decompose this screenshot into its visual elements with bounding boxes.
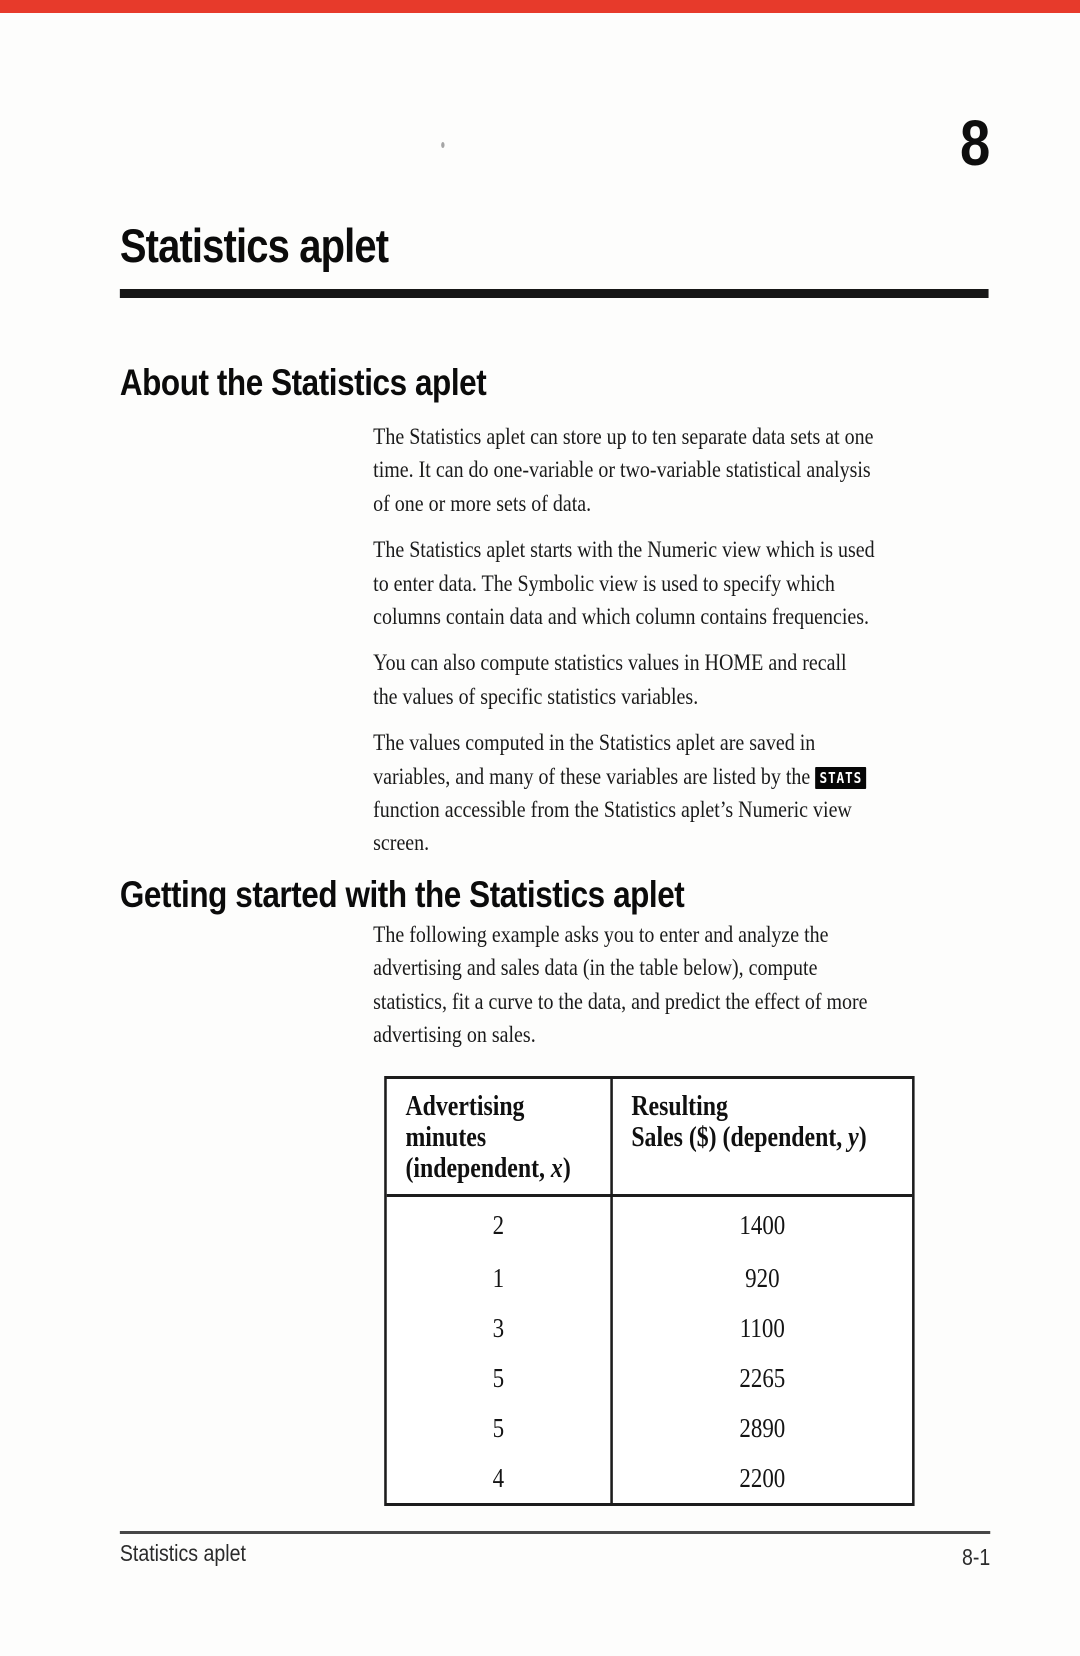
- header-line: [631, 1122, 907, 1153]
- text-line: [373, 761, 875, 794]
- text-line: time. It can do one-variable or two-variable statistical analysis: [373, 457, 871, 484]
- paragraph: [373, 421, 875, 521]
- table-row: [387, 1303, 912, 1353]
- header-line: [405, 1153, 605, 1184]
- cell-advertising-minutes: 2: [387, 1197, 613, 1253]
- getting-started-section-body: [373, 919, 867, 1066]
- cell-sales: 1400: [739, 1209, 786, 1240]
- text-run: ): [562, 1153, 571, 1184]
- chapter-number: 8: [959, 107, 991, 179]
- header-line: Advertising minutes: [405, 1091, 525, 1153]
- table-header-row: [387, 1079, 912, 1197]
- header-line: Resulting: [631, 1091, 728, 1122]
- text-line: of one or more sets of data.: [373, 490, 592, 517]
- independent-variable-symbol: x: [550, 1153, 563, 1184]
- chapter-rule: [120, 289, 989, 298]
- text-line: advertising and sales data (in the table below), compute: [373, 955, 818, 982]
- text-line: The Statistics aplet can store up to ten separate data sets at one: [373, 424, 874, 450]
- table-row: [387, 1197, 912, 1253]
- header-cell-advertising-minutes: [387, 1079, 613, 1194]
- text-line: columns contain data and which column contains frequencies.: [373, 604, 870, 631]
- table-row: [387, 1453, 912, 1503]
- text-run: Sales ($) (dependent,: [631, 1122, 849, 1153]
- section-heading-about: About the Statistics aplet: [119, 362, 487, 403]
- paragraph: [373, 919, 867, 1053]
- cell-advertising-minutes: 5: [387, 1403, 613, 1453]
- text-run: variables, and many of these variables are listed by the: [373, 763, 816, 790]
- text-line: function accessible from the Statistics aplet’s Numeric view: [373, 797, 852, 824]
- cell-sales: 2200: [739, 1462, 786, 1493]
- cell-advertising-minutes: 1: [387, 1253, 613, 1303]
- about-section-body: [373, 421, 875, 874]
- footer-rule: [120, 1531, 990, 1534]
- cell-advertising-minutes: 4: [387, 1453, 613, 1503]
- text-line: You can also compute statistics values in HOME and recall: [373, 650, 847, 677]
- cell-sales: 2890: [739, 1412, 786, 1443]
- text-run: (independent,: [405, 1153, 551, 1184]
- cell-advertising-minutes: 5: [387, 1353, 613, 1403]
- chapter-title: Statistics aplet: [119, 219, 389, 272]
- text-line: screen.: [373, 830, 430, 857]
- table-row: [387, 1253, 912, 1303]
- paragraph: [373, 647, 875, 714]
- stats-softkey-badge: STATS: [815, 767, 866, 789]
- cell-sales: 2265: [739, 1362, 786, 1393]
- text-line: statistics, fit a curve to the data, and predict the effect of more: [373, 988, 868, 1015]
- text-line: to enter data. The Symbolic view is used to specify which: [373, 570, 835, 597]
- text-run: ): [858, 1122, 867, 1153]
- paragraph: [373, 534, 875, 634]
- text-line: advertising on sales.: [373, 1022, 536, 1049]
- data-table: [384, 1076, 914, 1506]
- scan-speck: [441, 142, 444, 148]
- cell-sales: 920: [745, 1262, 780, 1293]
- text-line: the values of specific statistics variables.: [373, 683, 699, 710]
- text-line: The values computed in the Statistics aplet are saved in: [373, 730, 816, 757]
- text-line: The following example asks you to enter and analyze the: [373, 922, 829, 948]
- cell-sales: 1100: [739, 1312, 785, 1343]
- table-row: [387, 1353, 912, 1403]
- paragraph: [373, 727, 875, 861]
- text-line: The Statistics aplet starts with the Numeric view which is used: [373, 537, 875, 564]
- cell-advertising-minutes: 3: [387, 1303, 613, 1353]
- footer-chapter-title: Statistics aplet: [119, 1540, 246, 1566]
- table-row: [387, 1403, 912, 1453]
- dependent-variable-symbol: y: [848, 1122, 859, 1153]
- footer-page-number: 8-1: [961, 1544, 991, 1570]
- scan-red-band: [0, 0, 1080, 13]
- header-cell-resulting-sales: [613, 1079, 912, 1194]
- section-heading-getting-started: Getting started with the Statistics aplet: [119, 874, 685, 915]
